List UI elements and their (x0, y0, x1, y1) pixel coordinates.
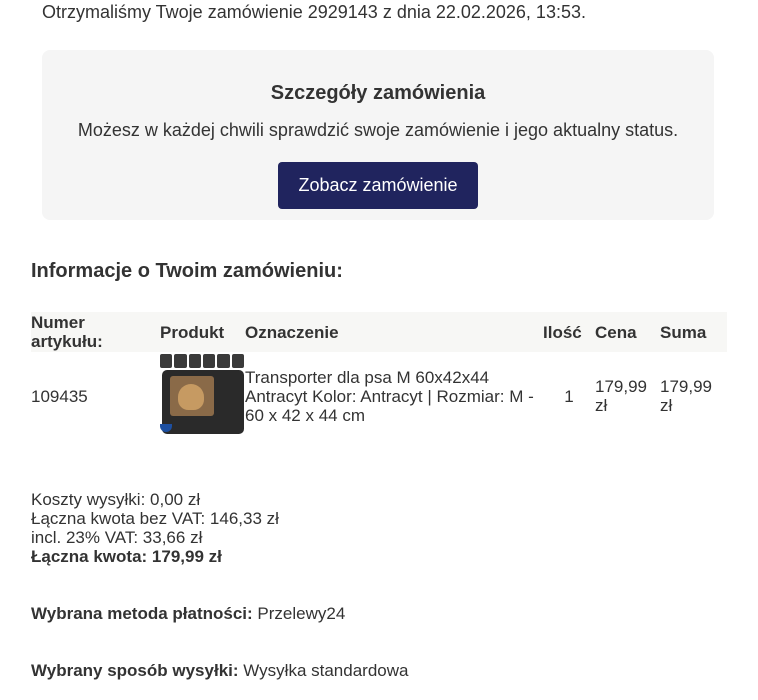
quantity-cell: 1 (564, 386, 574, 406)
order-summary (31, 490, 279, 566)
product-description-cell: Transporter dla psa M 60x42x44 Antracyt Kolor: Antracyt | Rozmiar: M - 60 x 42 x 44 cm (245, 367, 534, 425)
order-received-text: Otrzymaliśmy Twoje zamówienie 2929143 z dnia 22.02.2026, 13:53. (42, 2, 586, 22)
grand-total-line: Łączna kwota: 179,99 zł (31, 547, 222, 566)
article-number-cell: 109435 (31, 386, 88, 406)
price-cell: 179,99 zł (595, 377, 647, 415)
column-header-total: Suma (660, 312, 727, 352)
column-header-product: Produkt (160, 312, 245, 352)
column-header-description: Oznaczenie (245, 312, 543, 352)
order-details-description: Możesz w każdej chwili sprawdzić swoje zamówienie i jego aktualny status. (77, 120, 679, 140)
payment-method (31, 604, 345, 624)
dog-crate-image[interactable] (160, 354, 244, 438)
order-details-card (42, 50, 714, 220)
column-header-quantity: Ilość (543, 312, 595, 352)
order-items-table (31, 312, 727, 440)
view-order-button[interactable]: Zobacz zamówienie (278, 162, 478, 209)
shipping-cost-line: Koszty wysyłki: 0,00 zł (31, 490, 201, 509)
order-info-title: Informacje o Twoim zamówieniu: (31, 260, 343, 282)
vat-line: incl. 23% VAT: 33,66 zł (31, 528, 203, 547)
payment-method-label: Wybrana metoda płatności: (31, 604, 253, 623)
order-details-title: Szczegóły zamówienia (270, 82, 486, 104)
shipping-method-label: Wybrany sposób wysyłki: (31, 661, 239, 680)
shipping-method-value: Wysyłka standardowa (243, 661, 409, 680)
product-image-cell (160, 352, 245, 440)
total-cell: 179,99 zł (660, 377, 712, 415)
table-row (31, 352, 727, 440)
column-header-price: Cena (595, 312, 660, 352)
payment-method-value: Przelewy24 (257, 604, 346, 623)
table-header-row (31, 312, 727, 352)
shipping-method (31, 661, 408, 681)
net-total-line: Łączna kwota bez VAT: 146,33 zł (31, 509, 279, 528)
column-header-article-number: Numer artykułu: (31, 312, 160, 352)
